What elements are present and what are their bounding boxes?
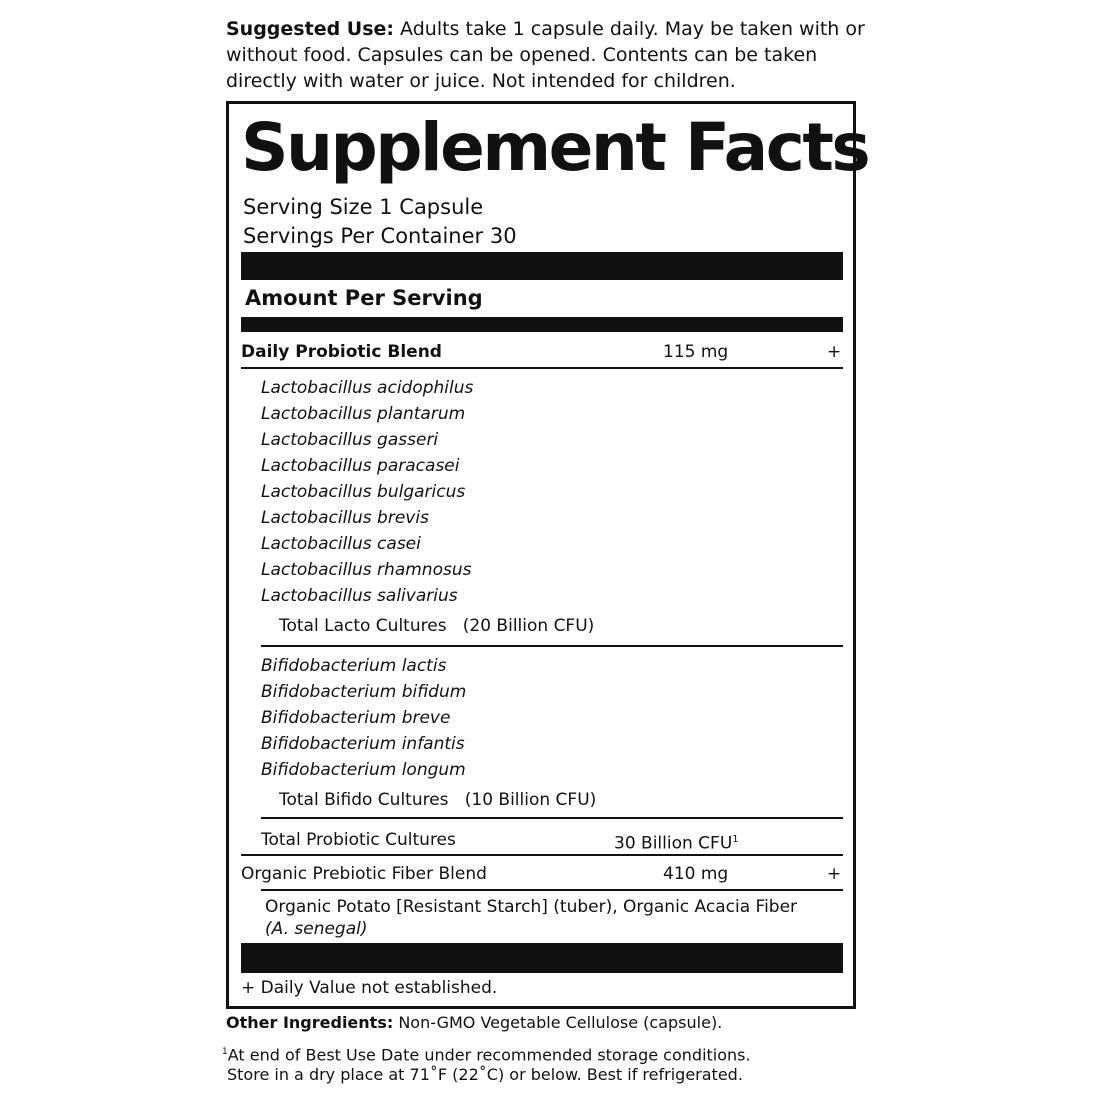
footnote-line: At end of Best Use Date under recommended storage conditions. [227, 1045, 751, 1065]
bifido-strain: Bifidobacterium lactis [261, 656, 447, 676]
bifido-strain: Bifidobacterium breve [261, 708, 451, 728]
rule [241, 367, 843, 369]
daily-blend-dv: + [827, 342, 842, 362]
servings-per-container: Servings Per Container 30 [243, 224, 517, 248]
dv-note: + Daily Value not established. [241, 978, 498, 998]
lacto-strain: Lactobacillus casei [261, 534, 421, 554]
supplement-facts-panel [226, 101, 869, 1009]
lacto-strain: Lactobacillus bulgaricus [261, 482, 466, 502]
serving-size: Serving Size 1 Capsule [243, 195, 484, 219]
medium-divider [241, 317, 843, 332]
total-probiotic-value: 30 Billion CFU [614, 833, 733, 854]
rule [261, 889, 843, 891]
bifido-strain: Bifidobacterium infantis [261, 734, 465, 754]
suggested-use-label: Suggested Use: [226, 18, 395, 40]
total-lacto: Total Lacto Cultures (20 Billion CFU) [279, 616, 595, 636]
amount-per-serving: Amount Per Serving [245, 286, 483, 310]
lacto-strain: Lactobacillus plantarum [261, 404, 466, 424]
prebiotic-detail-species: (A. senegal) [265, 919, 368, 939]
other-ingredients-text: Non-GMO Vegetable Cellulose (capsule). [393, 1013, 723, 1032]
total-probiotic-label: Total Probiotic Cultures [261, 830, 456, 850]
daily-blend-label: Daily Probiotic Blend [241, 342, 442, 362]
thick-divider [241, 943, 843, 973]
prebiotic-blend-label: Organic Prebiotic Fiber Blend [241, 864, 487, 884]
lacto-strain: Lactobacillus gasseri [261, 430, 439, 450]
other-ingredients-label: Other Ingredients: [226, 1013, 394, 1032]
lacto-strain: Lactobacillus brevis [261, 508, 429, 528]
suggested-use [226, 16, 866, 94]
suggested-use-text: Adults take 1 capsule daily. May be taken with or without food. Capsules can be opened. Contents can be taken directly with water or juice. Not intended for children. [226, 18, 865, 92]
total-probiotic-amount [614, 828, 739, 856]
rule [261, 817, 843, 819]
prebiotic-detail: Organic Potato [Resistant Starch] (tuber), Organic Acacia Fiber [265, 897, 798, 917]
footnote-line: Store in a dry place at 71˚F (22˚C) or below. Best if refrigerated. [227, 1065, 743, 1085]
other-ingredients [226, 1013, 722, 1033]
rule [241, 854, 843, 856]
footnote-mark: 1 [732, 834, 739, 845]
lacto-strain: Lactobacillus salivarius [261, 586, 458, 606]
rule [261, 645, 843, 647]
bifido-strain: Bifidobacterium longum [261, 760, 466, 780]
lacto-strain: Lactobacillus rhamnosus [261, 560, 472, 580]
thick-divider [241, 252, 843, 280]
lacto-strain: Lactobacillus acidophilus [261, 378, 474, 398]
lacto-strain: Lactobacillus paracasei [261, 456, 460, 476]
daily-blend-amount: 115 mg [663, 342, 729, 362]
prebiotic-blend-dv: + [827, 864, 842, 884]
footnote-mark: 1 [222, 1047, 228, 1057]
footnote [222, 1042, 751, 1085]
prebiotic-blend-amount: 410 mg [663, 864, 729, 884]
bifido-strain: Bifidobacterium bifidum [261, 682, 467, 702]
total-bifido: Total Bifido Cultures (10 Billion CFU) [279, 790, 597, 810]
panel-title: Supplement Facts [241, 109, 869, 186]
